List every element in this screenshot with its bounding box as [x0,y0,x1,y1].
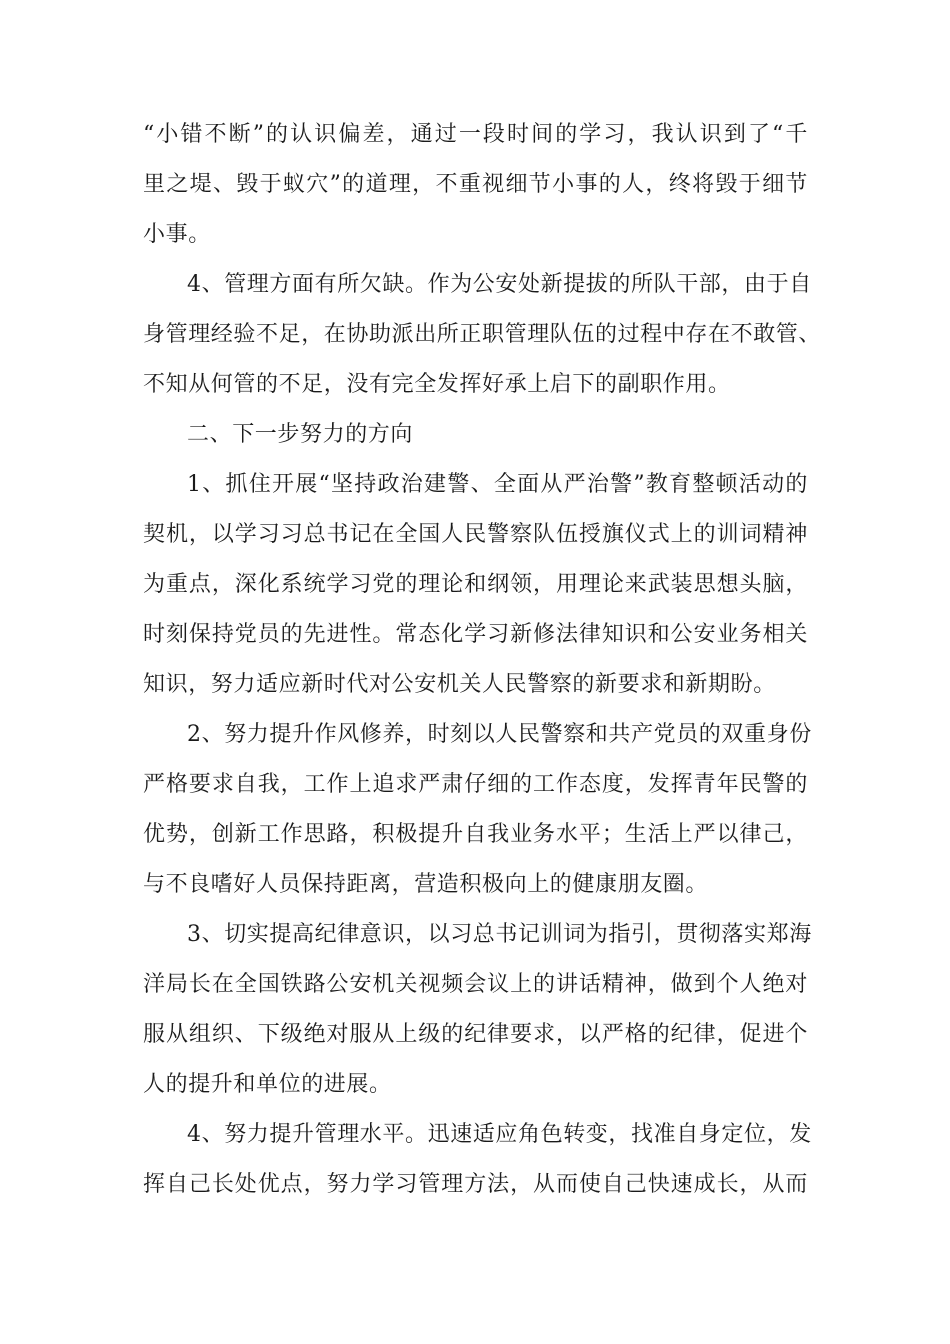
text-line: 人的提升和单位的进展。 [143,1072,392,1097]
text-line: 小事。 [143,222,211,247]
document-body [143,110,822,1210]
text-line: 优势，创新工作思路，积极提升自我业务水平；生活上严以律己， [143,822,808,847]
text-line: 为重点，深化系统学习党的理论和纲领，用理论来武装思想头脑， [143,572,808,597]
text-line: 4、努力提升管理水平。迅速适应角色转变，找准自身定位，发 [187,1122,812,1147]
text-line: 知识，努力适应新时代对公安机关人民警察的新要求和新期盼。 [143,672,776,697]
text-line: 1、抓住开展“坚持政治建警、全面从严治警”教育整顿活动的 [187,472,808,497]
text-line: 身管理经验不足，在协助派出所正职管理队伍的过程中存在不敢管、 [143,322,822,347]
text-line: “小错不断”的认识偏差，通过一段时间的学习，我认识到了“千 [143,122,808,147]
text-line: 2、努力提升作风修养，时刻以人民警察和共产党员的双重身份 [187,722,812,747]
text-line: 里之堤、毁于蚁穴”的道理，不重视细节小事的人，终将毁于细节 [143,172,808,197]
text-line: 契机，以学习习总书记在全国人民警察队伍授旗仪式上的训词精神 [143,522,808,547]
text-line: 3、切实提高纪律意识，以习总书记训词为指引，贯彻落实郑海 [187,922,812,947]
text-line: 挥自己长处优点，努力学习管理方法，从而使自己快速成长，从而 [143,1172,808,1197]
text-line: 时刻保持党员的先进性。常态化学习新修法律知识和公安业务相关 [143,622,808,647]
text-line: 洋局长在全国铁路公安机关视频会议上的讲话精神，做到个人绝对 [143,972,808,997]
text-line: 服从组织、下级绝对服从上级的纪律要求，以严格的纪律，促进个 [143,1022,808,1047]
text-line: 4、管理方面有所欠缺。作为公安处新提拔的所队干部，由于自 [187,272,812,297]
text-line: 严格要求自我，工作上追求严肃仔细的工作态度，发挥青年民警的 [143,772,808,797]
text-line: 不知从何管的不足，没有完全发挥好承上启下的副职作用。 [143,372,731,397]
text-line: 与不良嗜好人员保持距离，营造积极向上的健康朋友圈。 [143,872,709,897]
text-line: 二、下一步努力的方向 [187,422,414,447]
